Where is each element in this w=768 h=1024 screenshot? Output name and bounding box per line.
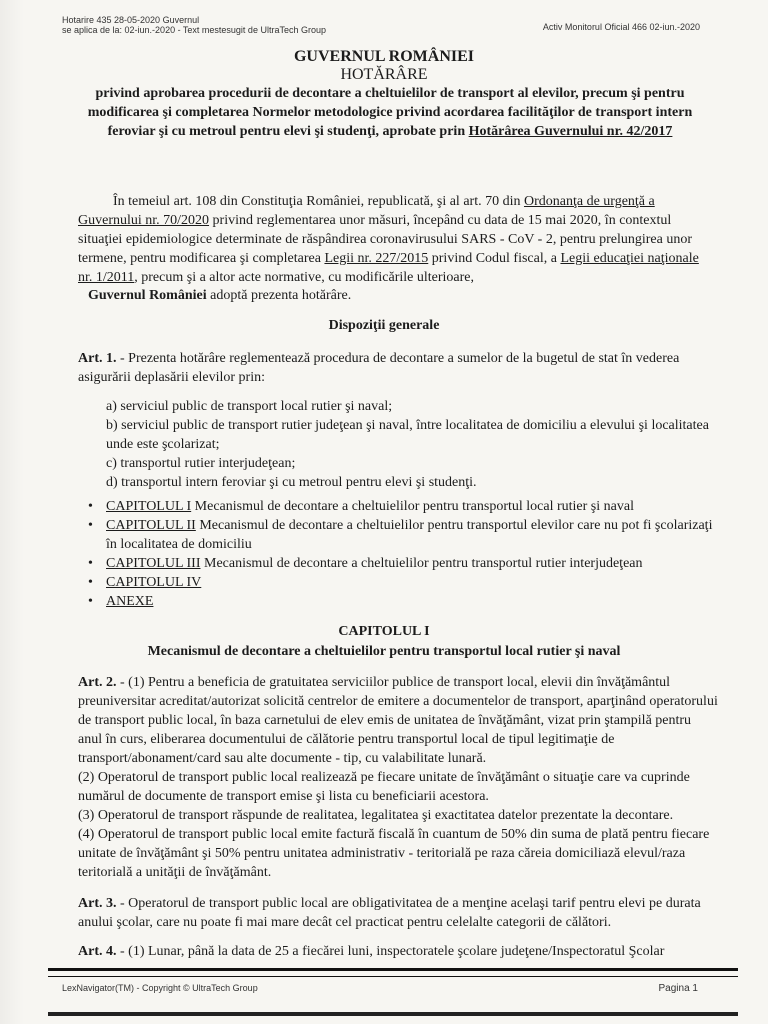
article-1	[78, 349, 712, 387]
list-item-letter: a)	[106, 399, 117, 414]
footer-rule-thin	[48, 976, 738, 977]
toc-item	[88, 573, 718, 592]
section-title-general: Dispoziţii generale	[328, 318, 440, 333]
list-item-text: serviciul public de transport local rutier şi naval;	[116, 399, 393, 414]
scan-bottom-edge	[48, 1012, 738, 1016]
preamble-text-2: privind reglementarea unor măsuri, începând cu data de 15 mai 2020, în contextul situaţiei epidemiologice determinate de răspândirea coronavirusului SARS - CoV - 2, pentru prelungirea unor termene, pentru modificarea şi completarea	[78, 213, 693, 266]
article-2	[78, 673, 718, 882]
lege-227-2015-link[interactable]: Legii nr. 227/2015	[324, 251, 429, 266]
list-item-text: serviciul public de transport rutier judeţean şi naval, între localitatea de domiciliu a elevului şi localitatea unde este şcolarizat;	[106, 418, 709, 452]
article-4-text: - (1) Lunar, până la data de 25 a fiecărei luni, inspectoratele şcolare judeţene/Inspectoratul Şcolar	[116, 944, 665, 959]
list-item-text: transportul intern feroviar şi cu metroul pentru elevi şi studenţi.	[117, 475, 477, 490]
bullet-icon: •	[88, 518, 93, 533]
article-4	[78, 942, 718, 961]
running-header-right: Activ Monitorul Oficial 466 02-iun.-2020	[542, 22, 700, 32]
toc-item	[88, 554, 718, 573]
lege-1-2011-link[interactable]: Legii educaţiei naţionale nr. 1/2011	[78, 251, 699, 285]
toc-item-text: Mecanismul de decontare a cheltuielilor pentru transportul local rutier şi naval	[191, 499, 634, 514]
list-item	[106, 397, 712, 416]
toc-link-chapter-1[interactable]: CAPITOLUL I	[106, 499, 192, 514]
preamble-text-4: , precum şi a altor acte normative, cu modificările ulterioare,	[134, 270, 475, 285]
article-1-list	[106, 397, 712, 492]
bullet-icon: •	[88, 499, 93, 514]
preamble	[78, 192, 712, 287]
bullet-icon: •	[88, 594, 93, 609]
toc-link-annexes[interactable]: ANEXE	[106, 594, 154, 609]
article-2-para-1	[78, 673, 718, 768]
article-3-label: Art. 3.	[78, 896, 117, 911]
toc-item-text: Mecanismul de decontare a cheltuielilor pentru transportul elevilor care nu pot fi şcolarizaţi în localitatea de domiciliu	[106, 518, 713, 552]
toc-item	[88, 516, 718, 554]
list-item	[106, 416, 712, 454]
adoption-text: adoptă prezenta hotărâre.	[206, 288, 352, 303]
toc-item-text: Mecanismul de decontare a cheltuielilor pentru transportul rutier interjudeţean	[200, 556, 643, 571]
list-item	[106, 454, 712, 473]
header-act-line: Hotarire 435 28-05-2020 Guvernul	[62, 15, 200, 25]
bullet-icon: •	[88, 575, 93, 590]
list-item	[106, 473, 712, 492]
article-1-text: - Prezenta hotărâre reglementează procedura de decontare a sumelor de la bugetul de stat în vederea asigurării deplasării elevilor prin:	[78, 351, 680, 385]
list-item-letter: b)	[106, 418, 118, 433]
chapter-1-title: CAPITOLUL I	[338, 624, 430, 639]
article-1-label: Art. 1.	[78, 351, 117, 366]
footer-rule-thick	[48, 968, 738, 971]
document-subject	[70, 84, 710, 141]
scan-edge-shadow	[0, 0, 24, 1024]
toc-item	[88, 497, 718, 516]
article-2-para-3: (3) Operatorul de transport răspunde de realitatea, legalitatea şi exactitatea datelor prezentate la decontare.	[78, 808, 674, 823]
document-type: HOTĂRÂRE	[340, 66, 428, 83]
issuer-title: GUVERNUL ROMÂNIEI	[293, 48, 474, 65]
toc-item	[88, 592, 718, 611]
hg-42-2017-link[interactable]: Hotărârea Guvernului nr. 42/2017	[468, 124, 673, 139]
footer-copyright: LexNavigator(TM) - Copyright © UltraTech Group	[62, 983, 258, 993]
list-item-text: transportul rutier interjudeţean;	[116, 456, 296, 471]
running-header-left	[62, 15, 326, 35]
list-item-letter: c)	[106, 456, 117, 471]
adoption-subject: Guvernul României	[88, 288, 207, 303]
list-item-letter: d)	[106, 475, 118, 490]
header-applies-line: se aplica de la: 02-iun.-2020 - Text mestesugit de UltraTech Group	[62, 25, 326, 35]
bullet-icon: •	[88, 556, 93, 571]
adoption-clause	[88, 286, 351, 305]
toc-link-chapter-4[interactable]: CAPITOLUL IV	[106, 575, 202, 590]
oug-70-2020-link[interactable]: Ordonanţa de urgenţă a Guvernului nr. 70/2020	[78, 194, 655, 228]
article-2-para-4: (4) Operatorul de transport public local emite factură fiscală în cuantum de 50% din suma de plată pentru fiecare unitate de învăţământ şi 50% pentru unitatea administrativ - teritorială pe raza căreia domiciliază elevul/raza teritorială a unităţii de învăţământ.	[78, 827, 710, 880]
article-2-para-2: (2) Operatorul de transport public local realizează pe fiecare unitate de învăţământ o situaţie care va cuprinde numărul de documente de transport emise şi lista cu beneficiarii acestora.	[78, 770, 690, 804]
chapter-1-subtitle: Mecanismul de decontare a cheltuielilor pentru transportul local rutier şi naval	[147, 644, 621, 659]
table-of-contents	[88, 497, 718, 611]
article-2-text-1: - (1) Pentru a beneficia de gratuitatea serviciilor publice de transport local, elevii din învăţământul preuniversitar acreditat/autorizat solicită centrelor de emitere a documentelor de transport, aparţinând operatorului de transport public local, în baza carnetului de elev emis de unitatea de învăţământ, vizat prin ştampilă pentru anul în curs, eliberarea documentului de călătorie pentru transportul local de tipul legitimaţie de transport/abonament/card sau alte documente - tip, cu valabilitate lunară.	[78, 675, 718, 766]
preamble-text-1: În temeiul art. 108 din Constituţia României, republicată, şi al art. 70 din	[113, 194, 524, 209]
toc-link-chapter-2[interactable]: CAPITOLUL II	[106, 518, 196, 533]
toc-link-chapter-3[interactable]: CAPITOLUL III	[106, 556, 201, 571]
article-3	[78, 894, 718, 932]
preamble-text-3: privind Codul fiscal, a	[428, 251, 561, 266]
subject-text: privind aprobarea procedurii de decontare a cheltuielilor de transport al elevilor, precum şi pentru modificarea şi completarea Normelor metodologice privind acordarea facilităţilor de transport intern feroviar şi cu metroul pentru elevi şi studenţi, aprobate prin	[87, 86, 693, 139]
article-2-label: Art. 2.	[78, 675, 117, 690]
article-4-label: Art. 4.	[78, 944, 117, 959]
article-3-text: - Operatorul de transport public local are obligativitatea de a menţine acelaşi tarif pentru elevi pe durata anului şcolar, care nu poate fi mai mare decât cel practicat pentru celelalte categorii de călători.	[78, 896, 701, 930]
page-number: Pagina 1	[658, 983, 698, 994]
